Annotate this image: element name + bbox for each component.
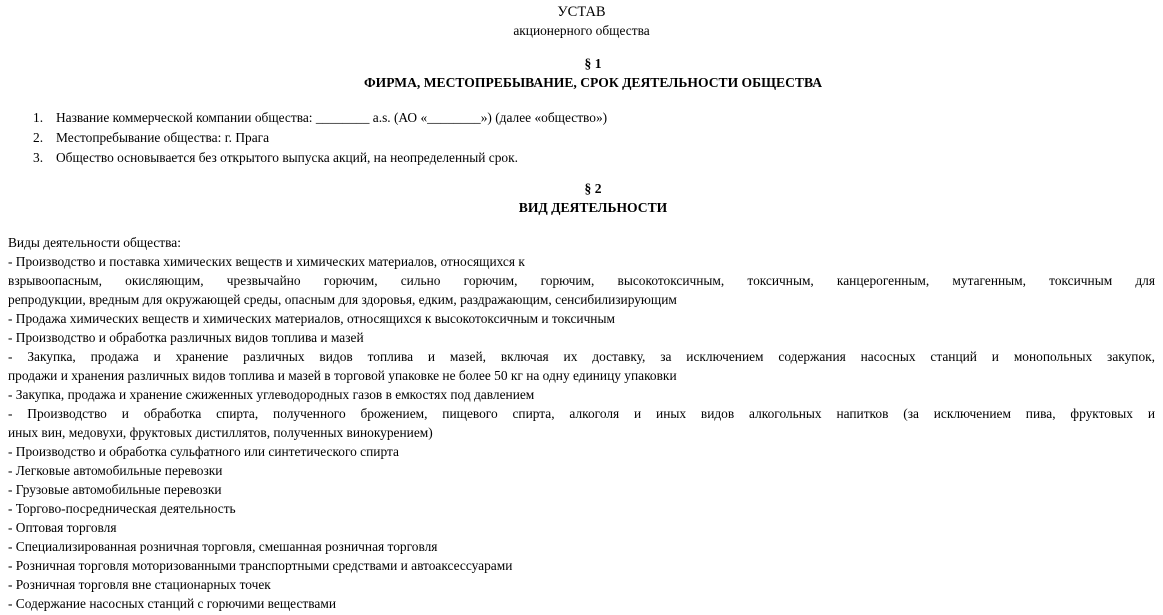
list-item-text: Местопребывание общества: г. Прага — [56, 130, 270, 145]
document-subtitle: акционерного общества — [513, 23, 650, 38]
activity-line: - Розничная торговля моторизованными транспортными средствами и автоаксессуарами — [8, 558, 513, 573]
activity-line: - Содержание насосных станций с горючими веществами — [8, 596, 336, 611]
section-1-mark: § 1 — [584, 56, 602, 71]
section-2-mark: § 2 — [584, 181, 602, 196]
activity-line: - Легковые автомобильные перевозки — [8, 463, 223, 478]
section-1-title: ФИРМА, МЕСТОПРЕБЫВАНИЕ, СРОК ДЕЯТЕЛЬНОСТИ ОБЩЕСТВА — [363, 75, 823, 90]
activities-intro: Виды деятельности общества: — [8, 235, 181, 250]
activity-line: - Специализированная розничная торговля, смешанная розничная торговля — [8, 539, 438, 554]
activities-text — [8, 233, 1155, 613]
activity-line: взрывоопасным, окисляющим, чрезвычайно горючим, сильно горючим, горючим, высокотоксичным, токсичным, канцерогенным, мутагенным, токсичным для — [8, 273, 1155, 288]
section-2-title: ВИД ДЕЯТЕЛЬНОСТИ — [518, 200, 668, 215]
activity-line: - Продажа химических веществ и химических материалов, относящихся к высокотоксичным и токсичным — [8, 311, 615, 326]
activity-line: - Производство и поставка химических веществ и химических материалов, относящихся к — [8, 254, 525, 269]
activity-line: - Производство и обработка спирта, полученного брожением, пищевого спирта, алкоголя и иных видов алкогольных напитков (за исключением пива, фруктовых и — [8, 406, 1155, 421]
activity-line: - Розничная торговля вне стационарных точек — [8, 577, 271, 592]
list-item-number: 2. — [33, 130, 44, 145]
activity-line: - Производство и обработка различных видов топлива и мазей — [8, 330, 364, 345]
list-item-text: Название коммерческой компании общества: ________ a.s. (АО «________») (далее «общество») — [56, 110, 608, 125]
activity-line: репродукции, вредным для окружающей среды, опасным для здоровья, едким, раздражающим, сенсибилизирующим — [8, 292, 677, 307]
activity-line: - Закупка, продажа и хранение различных видов топлива и мазей, включая их доставку, за исключением содержания насосных станций и монопольных закупок, — [8, 349, 1155, 364]
activity-line: - Закупка, продажа и хранение сжиженных углеводородных газов в емкостях под давлением — [8, 387, 535, 402]
activity-line: иных вин, медовухи, фруктовых дистиллятов, полученных винокурением) — [8, 425, 433, 440]
document-title: УСТАВ — [557, 4, 606, 20]
activity-line: - Оптовая торговля — [8, 520, 117, 535]
activity-line: - Торгово-посредническая деятельность — [8, 501, 236, 516]
activity-line: продажи и хранения различных видов топлива и мазей в торговой упаковке не более 50 кг на одну единицу упаковки — [8, 368, 677, 383]
activity-line: - Грузовые автомобильные перевозки — [8, 482, 222, 497]
list-item-number: 1. — [33, 110, 44, 125]
list-item-number: 3. — [33, 150, 44, 165]
list-item-text: Общество основывается без открытого выпуска акций, на неопределенный срок. — [56, 150, 518, 165]
activity-line: - Производство и обработка сульфатного или синтетического спирта — [8, 444, 399, 459]
